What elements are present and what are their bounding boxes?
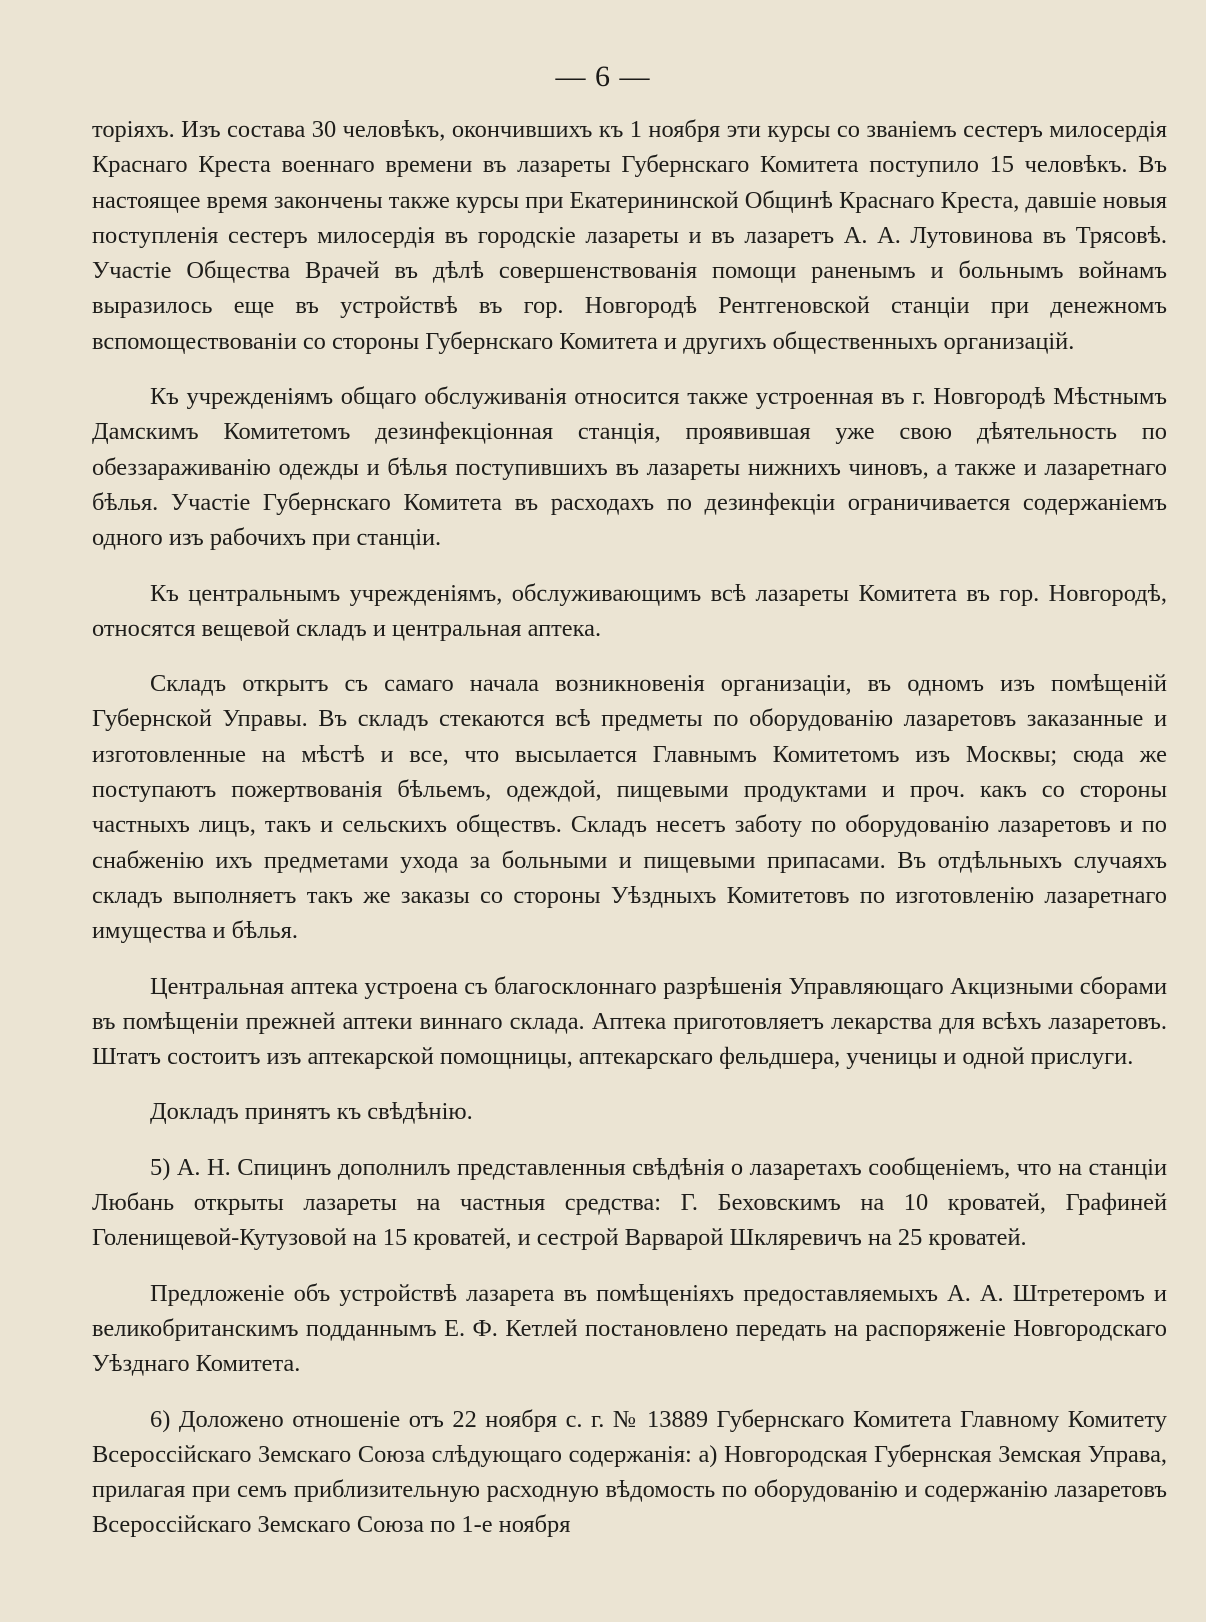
paragraph-report-accepted: Докладъ принятъ къ свѣдѣнію. <box>150 1098 473 1126</box>
paragraph-item-6: 6) Доложено отношеніе отъ 22 ноября с. г. № 13889 Губернскаго Комитета Главному Комитету Всероссійскаго Земскаго Союза слѣдующаго содержанія: а) Новгородская Губернская Земская Управа, прилагая при семъ приблизительную расходную вѣдомость по оборудованію и содержанію лазаретовъ Всероссійскаго Земскаго Союза по 1-е ноября <box>92 1405 1167 1539</box>
paragraph-continuation: торіяхъ. Изъ состава 30 человѣкъ, окончившихъ къ 1 ноября эти курсы со званіемъ сестеръ милосердія Краснаго Креста военнаго времени въ лазареты Губернскаго Комитета поступило 15 человѣкъ. Въ настоящее время закончены также курсы при Екатерининской Общинѣ Краснаго Креста, давшіе новыя поступленія сестеръ милосердія въ городскіе лазареты и въ лазаретъ А. А. Лутовинова въ Трясовѣ. Участіе Общества Врачей въ дѣлѣ совершенствованія помощи раненымъ и больнымъ войнамъ выразилось еще въ устройствѣ въ гор. Новгородѣ Рентгеновской станціи при денежномъ вспомоществованіи со стороны Губернскаго Комитета и другихъ общественныхъ организацій. <box>92 116 1167 355</box>
paragraph-disinfection-station: Къ учрежденіямъ общаго обслуживанія относится также устроенная въ г. Новгородѣ Мѣстнымъ Дамскимъ Комитетомъ дезинфекціонная станція, проявившая уже свою дѣятельность по обеззараживанію одежды и бѣлья поступившихъ въ лазареты нижнихъ чиновъ, а также и лазаретнаго бѣлья. Участіе Губернскаго Комитета въ расходахъ по дезинфекціи ограничивается содержаніемъ одного изъ рабочихъ при станціи. <box>92 383 1167 552</box>
document-body <box>92 112 1167 1563</box>
paragraph-central-institutions: Къ центральнымъ учрежденіямъ, обслуживающимъ всѣ лазареты Комитета въ гор. Новгородѣ, относятся вещевой складъ и центральная аптека. <box>92 579 1167 642</box>
paragraph-item-5: 5) А. Н. Спицинъ дополнилъ представленныя свѣдѣнія о лазаретахъ сообщеніемъ, что на станціи Любань открыты лазареты на частныя средства: Г. Беховскимъ на 10 кроватей, Графиней Голенищевой-Кутузовой на 15 кроватей, и сестрой Варварой Шкляревичъ на 25 кроватей. <box>92 1153 1167 1252</box>
paragraph-proposal: Предложеніе объ устройствѣ лазарета въ помѣщеніяхъ предоставляемыхъ А. А. Штретеромъ и великобританскимъ подданнымъ Е. Ф. Кетлей постановлено передать на распоряженіе Новгородскаго Уѣзднаго Комитета. <box>92 1279 1167 1378</box>
paragraph-central-pharmacy: Центральная аптека устроена съ благосклоннаго разрѣшенія Управляющаго Акцизными сборами въ помѣщеніи прежней аптеки виннаго склада. Аптека приготовляетъ лекарства для всѣхъ лазаретовъ. Штатъ состоитъ изъ аптекарской помощницы, аптекарскаго фельдшера, ученицы и одной прислуги. <box>92 972 1167 1071</box>
page-number: — 6 — <box>555 60 651 93</box>
paragraph-warehouse: Складъ открытъ съ самаго начала возникновенія организаціи, въ одномъ изъ помѣщеній Губернской Управы. Въ складъ стекаются всѣ предметы по оборудованію лазаретовъ заказанные и изготовленные на мѣстѣ и все, что высылается Главнымъ Комитетомъ изъ Москвы; сюда же поступаютъ пожертвованія бѣльемъ, одеждой, пищевыми продуктами и проч. какъ со стороны частныхъ лицъ, такъ и сельскихъ обществъ. Складъ несетъ заботу по оборудованію лазаретовъ и по снабженію ихъ предметами ухода за больными и пищевыми припасами. Въ отдѣльныхъ случаяхъ складъ выполняетъ такъ же заказы со стороны Уѣздныхъ Комитетовъ по изготовленію лазаретнаго имущества и бѣлья. <box>92 670 1167 945</box>
